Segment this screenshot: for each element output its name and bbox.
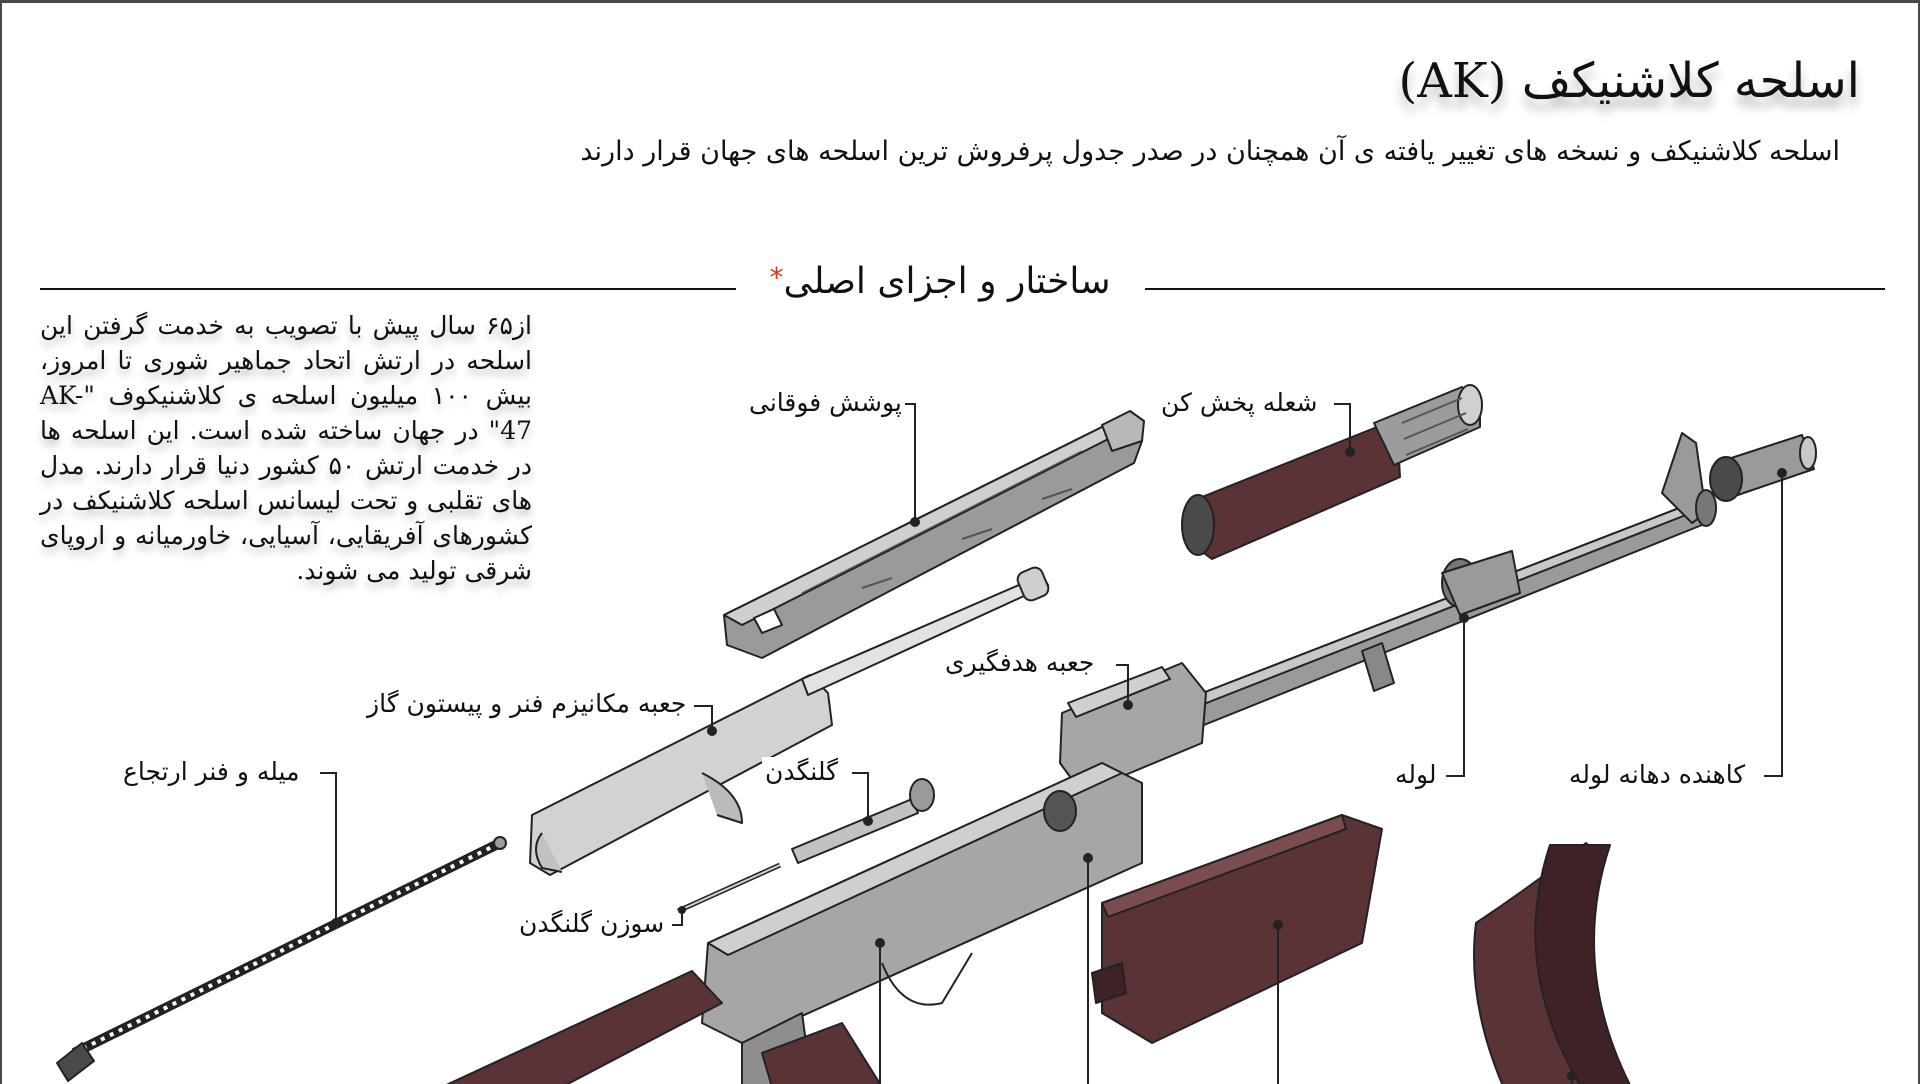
label-upper-cover: پوشش فوقانی [746,388,905,417]
pointer-receiver [1084,854,1092,862]
label-firing-pin: سوزن گلنگدن [516,909,667,938]
leader-barrel [1446,618,1464,776]
section-heading-text: ساختار و اجزای اصلی [783,261,1111,302]
leader-upper-cover [899,404,915,522]
page-subtitle: اسلحه کلاشنیکف و نسخه های تغییر یافته ی آن همچنان در صدر جدول پرفروش ترین اسلحه های جهان قرار دارند [580,136,1840,167]
leader-bolt [852,773,868,821]
label-barrel: لوله [1392,760,1440,789]
pointer-handguard [1274,921,1282,929]
label-gas-piston: جعبه مکانیزم فنر و پیستون گاز [364,689,689,718]
pointer-barrel [1460,614,1468,622]
muzzle-brake-part [1710,435,1816,501]
leader-muzzle-brake [1764,473,1782,776]
label-bolt: گلنگدن [762,757,841,786]
footnote-asterisk: * [769,261,784,294]
pointer-trigger-group [876,939,884,947]
pointer-firing-pin [679,907,685,913]
pointer-recoil-spring [332,919,340,927]
rifle-exploded-diagram [2,3,1918,1084]
page-title: اسلحه کلاشنیکف (AK) [1398,53,1860,109]
leader-recoil-spring [320,773,336,923]
stock-part [442,971,722,1084]
magazine-part [1474,843,1630,1084]
label-muzzle-brake: کاهنده دهانه لوله [1566,760,1748,789]
label-flash-hider: شعله پخش کن [1158,388,1320,417]
label-rear-sight: جعبه هدفگیری [942,648,1097,677]
recoil-spring-part [57,837,506,1081]
label-recoil-spring: میله و فنر ارتجاع [120,757,302,786]
pointer-magazine [1568,1072,1576,1080]
intro-paragraph: از۶۵ سال پیش با تصویب به خدمت گرفتن این اسلحه در ارتش اتحاد جماهیر شوری تا امروز، بیش ۱۰۰ میلیون اسلحه ی کلاشنیکوف "AK-47" در جهان ساخته شده است. این اسلحه ها در خدمت ارتش ۵۰ کشور دنیا قرار دارند. مدل های تقلبی و تحت لیسانس اسلحه کلاشنیکف در کشورهای آفریقایی، آسیایی، خاورمیانه و اروپای شرقی تولید می شوند. [40,311,532,585]
pointer-muzzle-brake [1778,469,1786,477]
infographic-sheet [2,3,1918,1084]
pointer-flash-hider [1346,448,1354,456]
pointer-upper-cover [911,518,919,526]
firing-pin-part [678,865,780,911]
pointer-rear-sight [1124,701,1132,709]
pointer-gas-piston [708,727,716,735]
pointer-bolt [864,817,872,825]
